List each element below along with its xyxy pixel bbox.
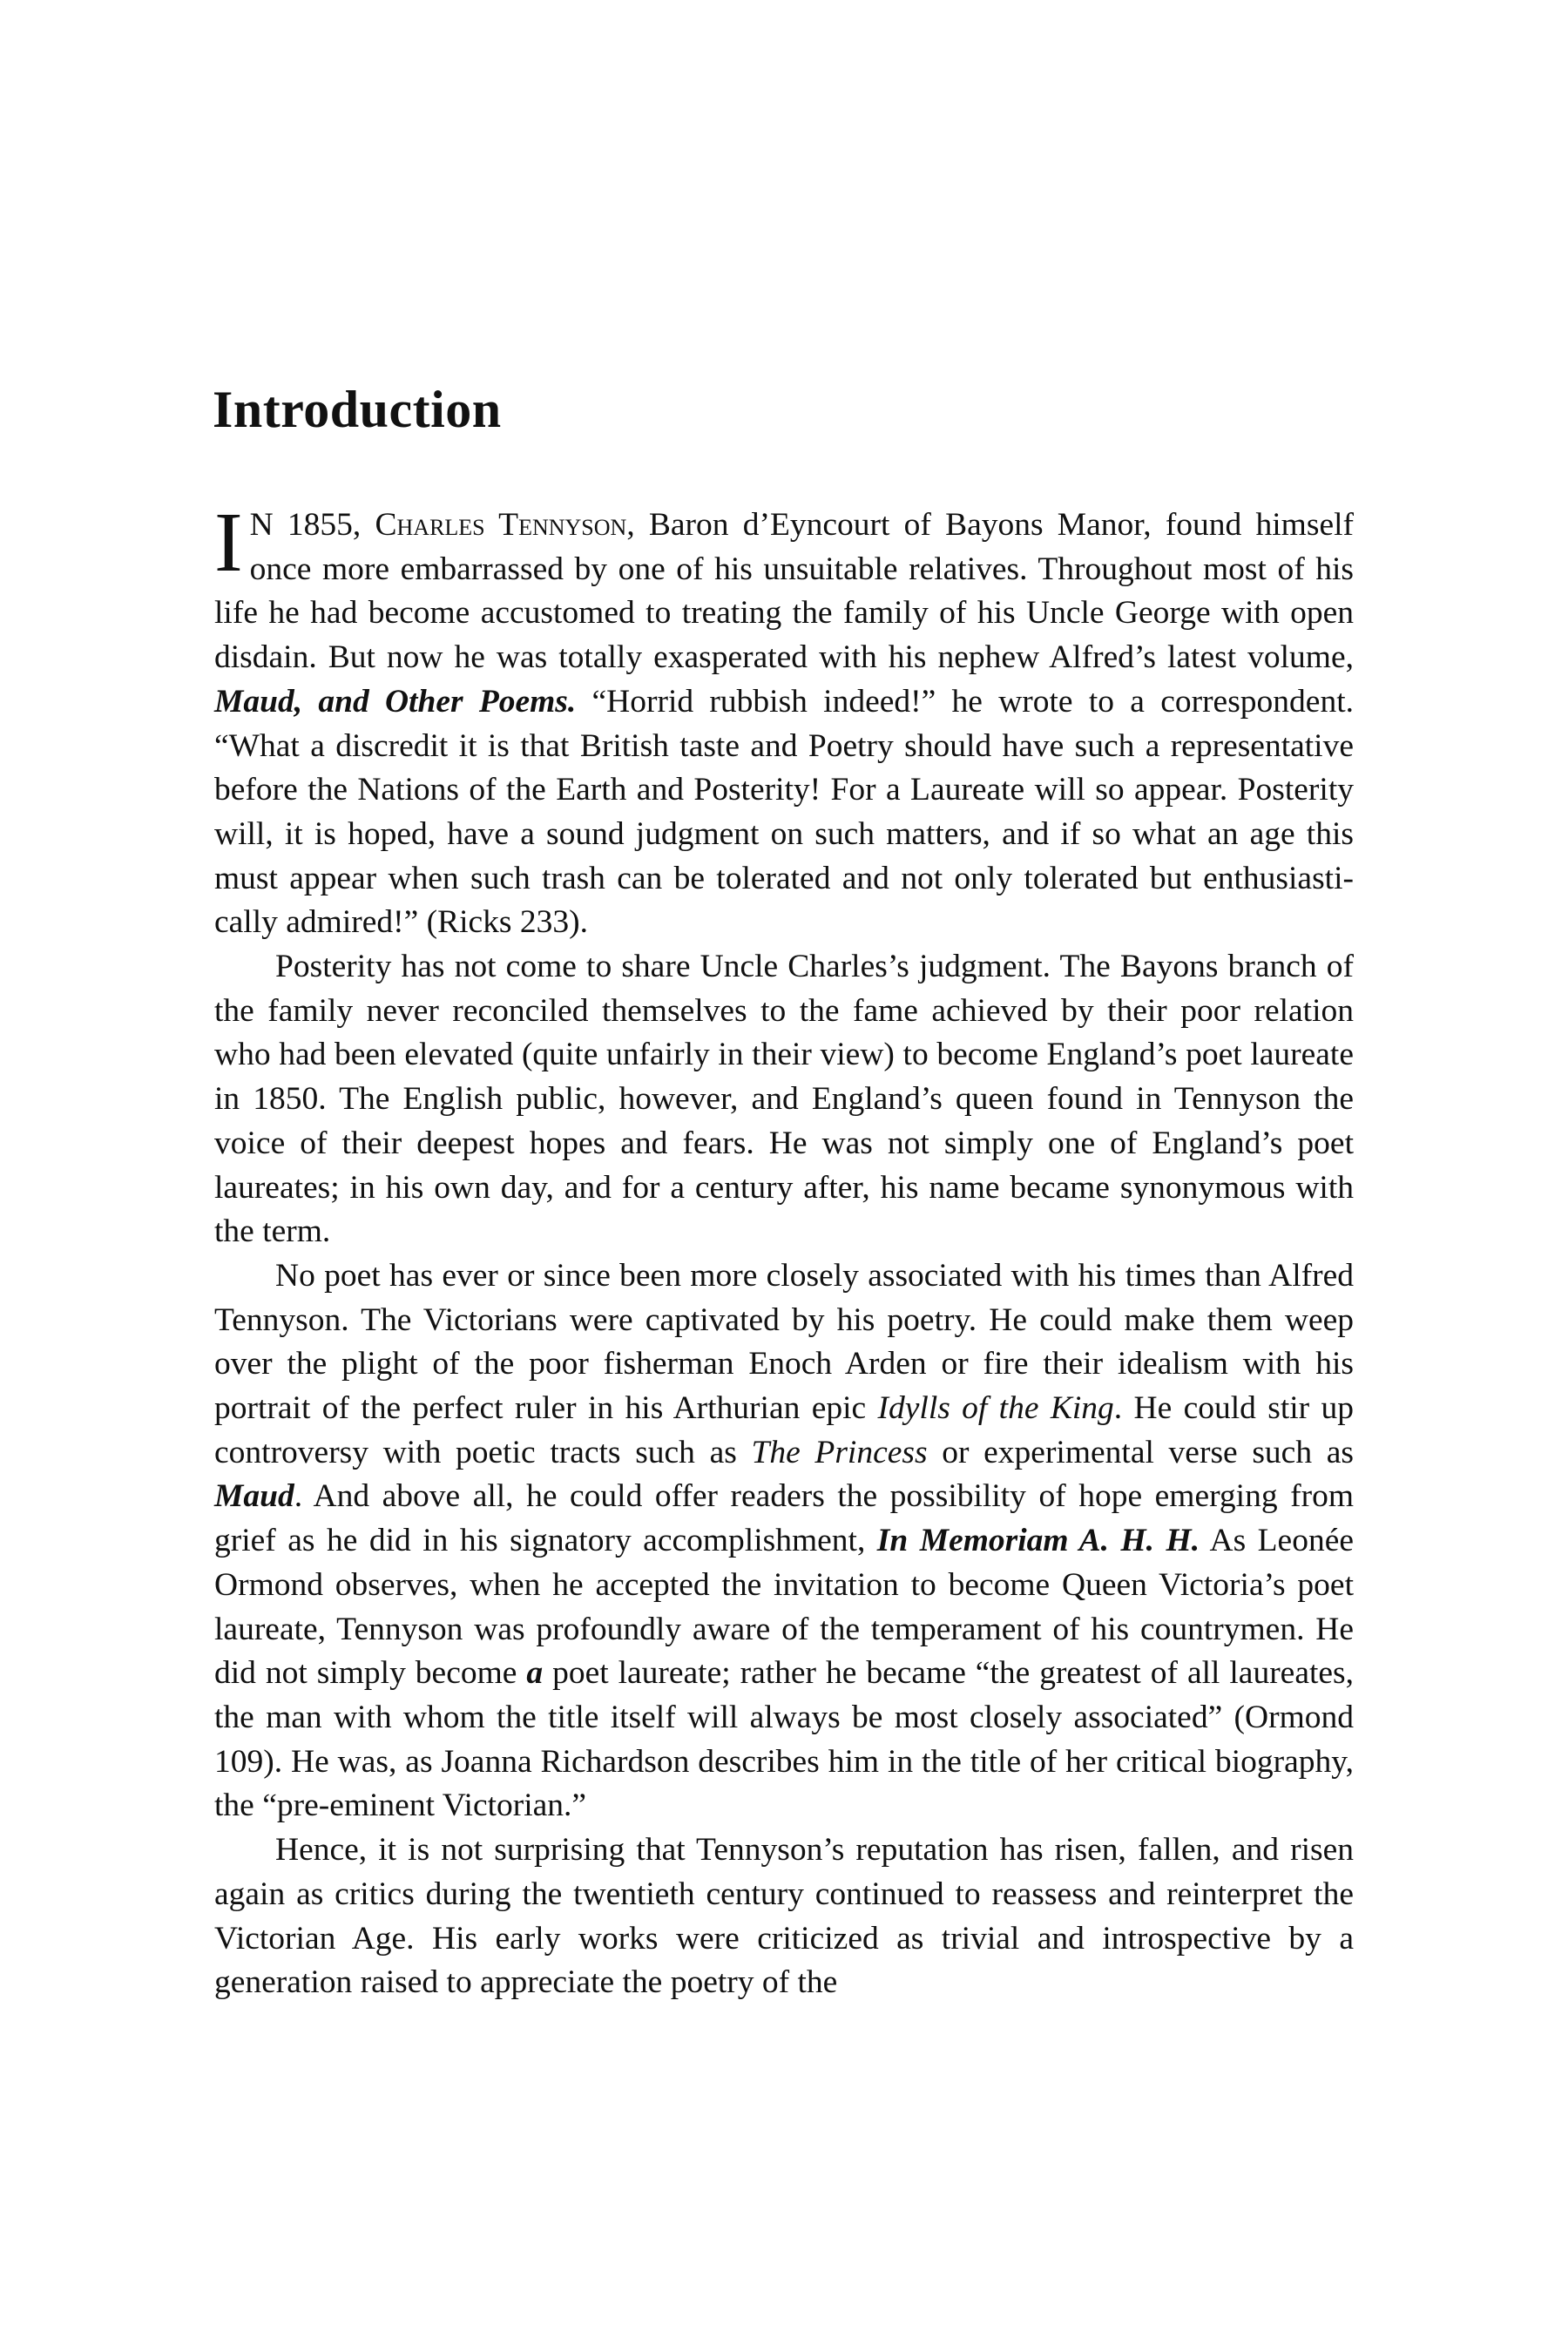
paragraph-4 <box>214 1828 1354 2005</box>
p2-text: Posterity has not come to share Uncle Charles’s judgment. The Bayons branch of the family never reconciled themselves to the fame achieved by their poor relation who had been elevated (quite unfairly in their view) to become England’s poet laureate in 1850. The English public, however, and England’s queen found in Tennyson the voice of their deepest hopes and fears. He was not simply one of England’s poet laureates; in his own day, and for a century after, his name became synonymous with the term. <box>214 949 1354 1250</box>
p3-text-e: As Leonée Ormond observes, when he accepted the invitation to become Queen Victoria’s poet laureate, Tennyson was profoundly aware of the temperament of his countrymen. He did not simply become <box>214 1523 1354 1692</box>
p3-text-c: or experimental verse such as <box>927 1434 1354 1470</box>
p3-text-b: . He could stir up controversy with poetic tracts such as <box>214 1390 1354 1470</box>
p3-title-maud: Maud <box>214 1478 294 1515</box>
p3-title-princess: The Princess <box>751 1434 928 1470</box>
p3-text-f: poet laureate; rather he became “the greatest of all laureates, the man with whom the title itself will always be most closely associated” (Ormond 109). He was, as Joanna Richardson describes him in the title of her critical biography, the “pre-eminent Victorian.” <box>214 1655 1354 1824</box>
chapter-heading: Introduction <box>213 381 502 438</box>
p3-title-idylls: Idylls of the King <box>877 1390 1114 1427</box>
p4-text: Hence, it is not surprising that Tennyson’s reputation has risen, fallen, and risen again as critics during the twentieth century continued to reassess and reinterpret the Victorian Age. His early works were criticized as trivial and introspective by a generation raised to appreciate the poetry of the <box>214 1832 1354 2001</box>
p1-name: Charles Tennyson <box>375 507 627 543</box>
paragraph-3 <box>214 1254 1354 1828</box>
p1-text-b: “Horrid rubbish indeed!” he wrote to a correspondent. “What a discredit it is that British taste and Poetry should have such a representative before the Nations of the Earth and Posterity! For a Laureate will so appear. Posterity will, it is hoped, have a sound judgment on such matters, and if so what an age this must appear when such trash can be tolerated and not only tolerated but enthusiastically admired!” (Ricks 233). <box>214 683 1354 941</box>
paragraph-2 <box>214 945 1354 1254</box>
drop-cap: I <box>214 496 243 590</box>
p1-text-a: , Baron d’Eyncourt of Bayons Manor, found himself once more embarrassed by one of his unsuitable relatives. Throughout most of his life he had become accustomed to treating the family of his Uncle George with open disdain. But now he was totally exasperated with his nephew Alfred’s latest volume, <box>214 507 1354 676</box>
paragraph-1 <box>214 496 1354 945</box>
p3-title-memoriam: In Memoriam A. H. H. <box>876 1523 1200 1559</box>
p3-emphasis-a: a <box>526 1655 544 1692</box>
p3-text-d: . And above all, he could offer readers the possibility of hope emerging from grief as he did in his signatory accomplishment, <box>214 1478 1354 1559</box>
p1-lead: N 1855, <box>249 507 375 543</box>
body-text <box>214 496 1354 2005</box>
p3-text-a: No poet has ever or since been more closely associated with his times than Alfred Tennyson. The Victorians were captivated by his poetry. He could make them weep over the plight of the poor fisherman Enoch Arden or fire their idealism with his portrait of the perfect ruler in his Arthurian epic <box>214 1257 1354 1427</box>
p1-book-title: Maud, and Other Poems. <box>214 683 577 720</box>
